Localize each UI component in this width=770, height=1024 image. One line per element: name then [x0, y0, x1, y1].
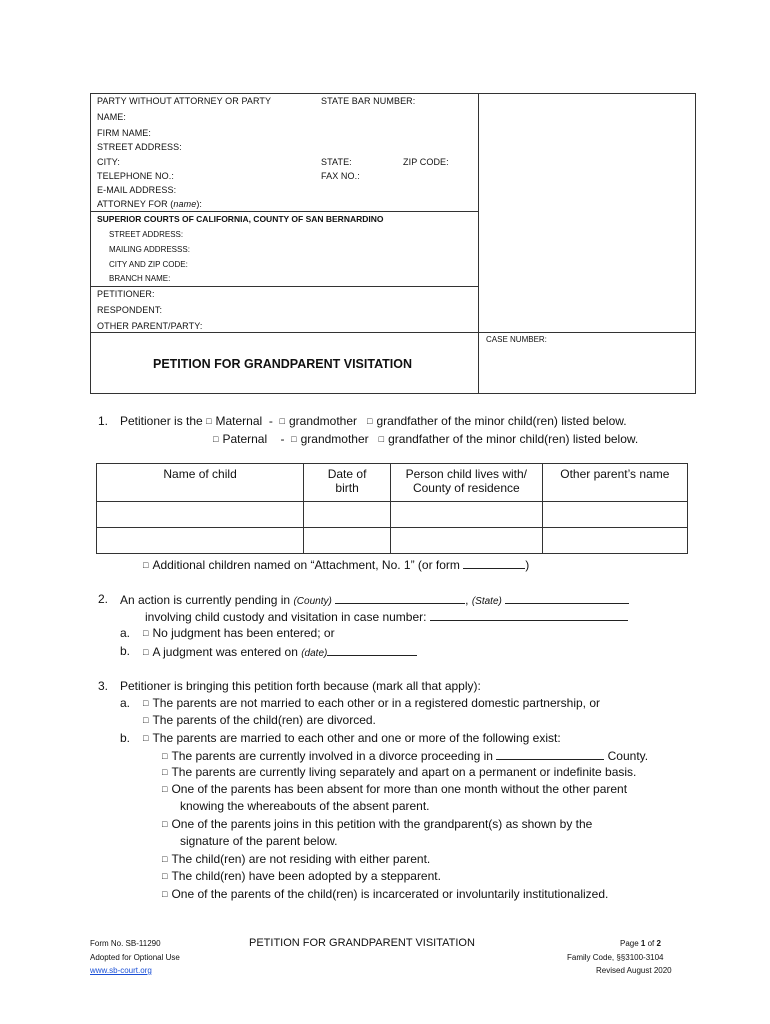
- item3b-lead: □ The parents are married to each other and one or more of the following exist:: [143, 731, 561, 745]
- telephone-label: TELEPHONE NO.:: [97, 171, 174, 181]
- item2-line1: An action is currently pending in (County) , (State): [120, 592, 629, 607]
- county-field[interactable]: [335, 592, 465, 604]
- paternal-grandfather-checkbox[interactable]: □: [378, 434, 385, 444]
- petitioner-label: PETITIONER:: [97, 289, 155, 299]
- item3a-label: a.: [120, 696, 131, 710]
- email-label: E-MAIL ADDRESS:: [97, 185, 177, 195]
- footer-adopted: Adopted for Optional Use: [90, 953, 180, 962]
- caption-divider-3: [90, 332, 696, 333]
- table-header-row: [97, 464, 688, 502]
- item1-line2: □ Paternal - □ grandmother □ grandfather of the minor child(ren) listed below.: [213, 432, 639, 446]
- divorce-county-field[interactable]: [496, 748, 604, 760]
- item2a-label: a.: [120, 626, 131, 640]
- additional-children-line: □ Additional children named on “Attachment, No. 1” (or form ): [143, 558, 530, 572]
- footer-page-number: Page 1 of 2: [620, 939, 661, 948]
- court-mailing-label: MAILING ADDRESSS:: [109, 245, 190, 254]
- table-cell[interactable]: [97, 502, 304, 528]
- other-parent-label: OTHER PARENT/PARTY:: [97, 321, 203, 331]
- judgment-date-field[interactable]: [327, 644, 417, 656]
- paternal-grandmother-checkbox[interactable]: □: [291, 434, 297, 444]
- form-number-field[interactable]: [463, 557, 525, 569]
- city-label: CITY:: [97, 157, 121, 167]
- court-street-label: STREET ADDRESS:: [109, 230, 184, 239]
- court-city-zip-label: CITY AND ZIP CODE:: [109, 260, 188, 269]
- item2-number: 2.: [98, 592, 109, 606]
- item3b-4: □ One of the parents joins in this petition with the grandparent(s) as shown by the: [162, 817, 593, 831]
- item3b-2: □ The parents are currently living separately and apart on a permanent or indefinite basis.: [162, 765, 637, 779]
- caption-divider-1: [90, 211, 479, 212]
- not-married-checkbox[interactable]: □: [143, 698, 149, 708]
- state-field[interactable]: [505, 592, 629, 604]
- form-title: PETITION FOR GRANDPARENT VISITATION: [153, 357, 413, 371]
- not-residing-checkbox[interactable]: □: [162, 854, 168, 864]
- footer-family-code: Family Code, §§3100-3104: [567, 953, 664, 962]
- parent-joins-checkbox[interactable]: □: [162, 819, 168, 829]
- header-date-of-birth: Date of birth: [304, 464, 391, 502]
- header-name-of-child: Name of child: [97, 464, 304, 502]
- table-row: [97, 528, 688, 554]
- street-address-label: STREET ADDRESS:: [97, 142, 182, 152]
- footer-form-number: Form No. SB-11290: [90, 939, 161, 948]
- caption-divider-2: [90, 286, 479, 287]
- footer-revised: Revised August 2020: [596, 966, 672, 975]
- table-row: [97, 502, 688, 528]
- table-cell[interactable]: [542, 528, 687, 554]
- stepparent-adopted-checkbox[interactable]: □: [162, 871, 168, 881]
- caption-box: [90, 93, 696, 394]
- item3-lead: Petitioner is bringing this petition forth because (mark all that apply):: [120, 679, 481, 693]
- parent-absent-checkbox[interactable]: □: [162, 784, 168, 794]
- married-checkbox[interactable]: □: [143, 733, 149, 743]
- maternal-grandfather-checkbox[interactable]: □: [367, 416, 373, 426]
- attorney-for-label: ATTORNEY FOR (name):: [97, 199, 203, 209]
- footer-website-link[interactable]: www.sb-court.org: [90, 966, 152, 975]
- caption-divider-vertical: [478, 93, 479, 394]
- fax-label: FAX NO.:: [321, 171, 360, 181]
- table-cell[interactable]: [391, 502, 543, 528]
- living-separately-checkbox[interactable]: □: [162, 767, 168, 777]
- item3b-6: □ The child(ren) have been adopted by a stepparent.: [162, 869, 441, 883]
- divorced-checkbox[interactable]: □: [143, 715, 149, 725]
- header-other-parent-name: Other parent’s name: [542, 464, 687, 502]
- item3-number: 3.: [98, 679, 109, 693]
- additional-children-checkbox[interactable]: □: [143, 560, 149, 570]
- maternal-grandmother-checkbox[interactable]: □: [279, 416, 285, 426]
- item2b: □ A judgment was entered on (date): [143, 644, 417, 659]
- state-label: STATE:: [321, 157, 352, 167]
- maternal-checkbox[interactable]: □: [206, 416, 212, 426]
- name-label: NAME:: [97, 112, 127, 122]
- table-cell[interactable]: [391, 528, 543, 554]
- respondent-label: RESPONDENT:: [97, 305, 163, 315]
- table-cell[interactable]: [542, 502, 687, 528]
- item3b-4-cont: signature of the parent below.: [180, 834, 338, 848]
- divorce-proceeding-checkbox[interactable]: □: [162, 751, 168, 761]
- item1-number: 1.: [98, 414, 109, 428]
- item3b-5: □ The child(ren) are not residing with either parent.: [162, 852, 431, 866]
- judgment-entered-checkbox[interactable]: □: [143, 647, 149, 657]
- firm-name-label: FIRM NAME:: [97, 128, 151, 138]
- court-title: SUPERIOR COURTS OF CALIFORNIA, COUNTY OF SAN BERNARDINO: [97, 214, 384, 224]
- table-cell[interactable]: [304, 528, 391, 554]
- item2b-label: b.: [120, 644, 131, 658]
- case-number-label: CASE NUMBER:: [486, 335, 547, 344]
- party-label: PARTY WITHOUT ATTORNEY OR PARTY: [97, 96, 272, 106]
- item3a-2: □ The parents of the child(ren) are divorced.: [143, 713, 376, 727]
- children-table: [96, 463, 688, 554]
- no-judgment-checkbox[interactable]: □: [143, 628, 149, 638]
- case-number-field[interactable]: [430, 609, 628, 621]
- item2-line2: involving child custody and visitation in case number:: [145, 609, 628, 624]
- table-cell[interactable]: [304, 502, 391, 528]
- zip-label: ZIP CODE:: [403, 157, 449, 167]
- item3b-label: b.: [120, 731, 131, 745]
- item3b-7: □ One of the parents of the child(ren) is incarcerated or involuntarily institutionalized.: [162, 887, 609, 901]
- paternal-checkbox[interactable]: □: [213, 434, 219, 444]
- incarcerated-checkbox[interactable]: □: [162, 889, 168, 899]
- footer-title: PETITION FOR GRANDPARENT VISITATION: [249, 937, 475, 949]
- item3b-3-cont: knowing the whereabouts of the absent parent.: [180, 799, 430, 813]
- item2a: □ No judgment has been entered; or: [143, 626, 335, 640]
- court-branch-label: BRANCH NAME:: [109, 274, 171, 283]
- state-bar-label: STATE BAR NUMBER:: [321, 96, 416, 106]
- item3a-1: □ The parents are not married to each other or in a registered domestic partnership, or: [143, 696, 600, 710]
- table-cell[interactable]: [97, 528, 304, 554]
- item1-line1: Petitioner is the □ Maternal - □ grandmother □ grandfather of the minor child(ren) listed below.: [120, 414, 627, 428]
- header-person-lives-with: Person child lives with/ County of residence: [391, 464, 543, 502]
- item3b-3: □ One of the parents has been absent for more than one month without the other parent: [162, 782, 628, 796]
- item3b-1: □ The parents are currently involved in a divorce proceeding in County.: [162, 749, 649, 763]
